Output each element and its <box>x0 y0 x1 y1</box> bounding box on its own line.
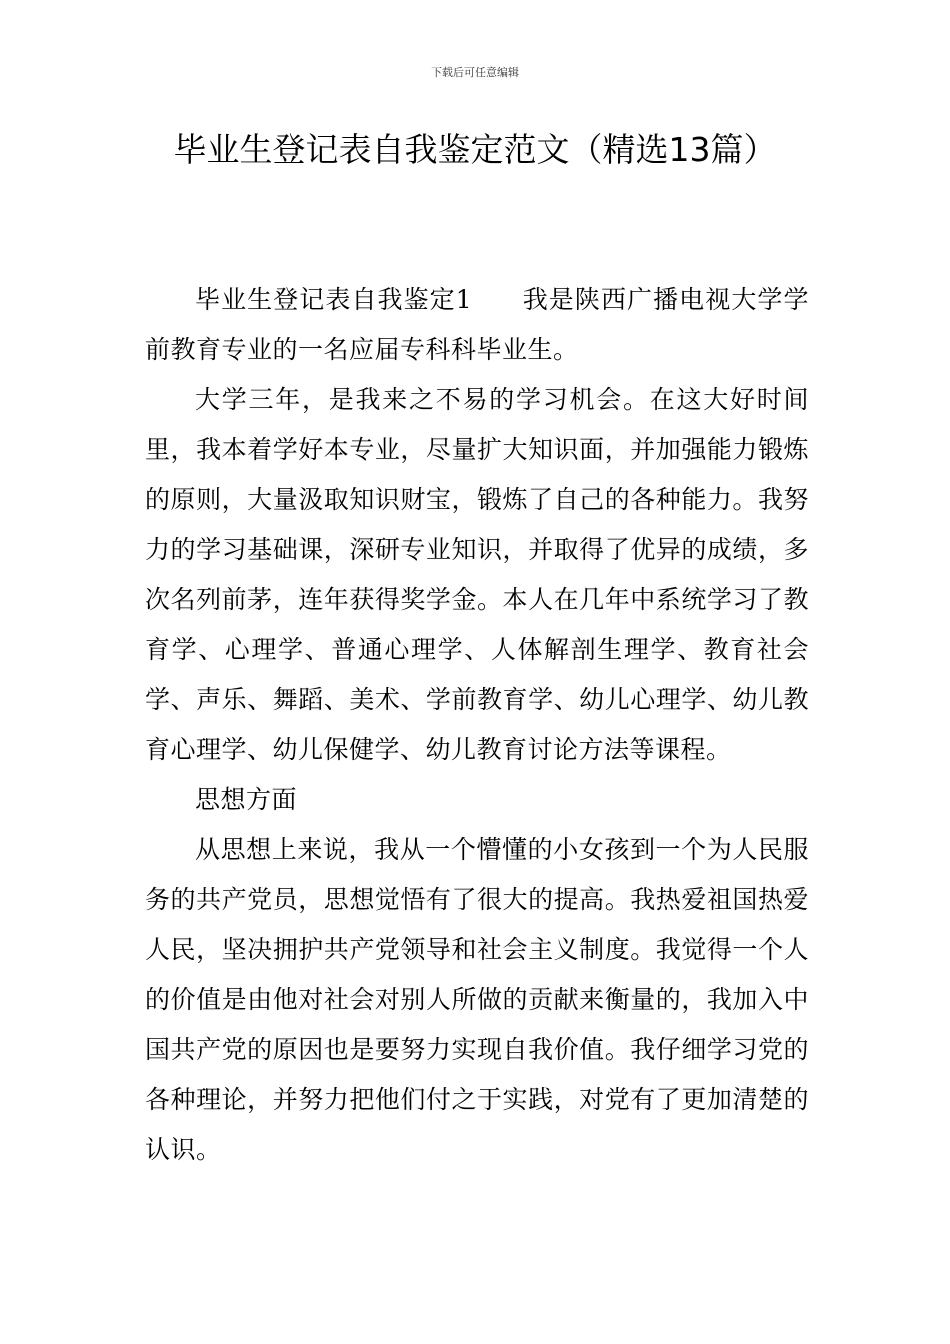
paragraph-subheading: 思想方面 <box>195 785 298 814</box>
paragraph-1 <box>145 275 809 375</box>
header-note: 下载后可任意编辑 <box>431 66 519 79</box>
section-heading: 毕业生登记表自我鉴定1 <box>195 285 473 314</box>
paragraph-2: 大学三年，是我来之不易的学习机会。在这大好时间里，我本着学好本专业，尽量扩大知识面，并加强能力锻炼的原则，大量汲取知识财宝，锻炼了自己的各种能力。我努力的学习基础课，深研专业知识，并取得了优异的成绩，多次名列前茅，连年获得奖学金。本人在几年中系统学习了教育学、心理学、普通心理学、人体解剖生理学、教育社会学、声乐、舞蹈、美术、学前教育学、幼儿心理学、幼儿教育心理学、幼儿保健学、幼儿教育讨论方法等课程。 <box>145 385 809 764</box>
paragraph-1-text: 我是陕西广播电视大学学前教育专业的一名应届专科科毕业生。 <box>145 285 809 364</box>
document-body <box>145 275 809 1175</box>
paragraph-3: 从思想上来说，我从一个懵懂的小女孩到一个为人民服务的共产党员，思想觉悟有了很大的提高。我热爱祖国热爱人民，坚决拥护共产党领导和社会主义制度。我觉得一个人的价值是由他对社会对别人所做的贡献来衡量的，我加入中国共产党的原因也是要努力实现自我价值。我仔细学习党的各种理论，并努力把他们付之于实践，对党有了更加清楚的认识。 <box>145 835 809 1164</box>
document-title: 毕业生登记表自我鉴定范文（精选13篇） <box>173 130 777 169</box>
